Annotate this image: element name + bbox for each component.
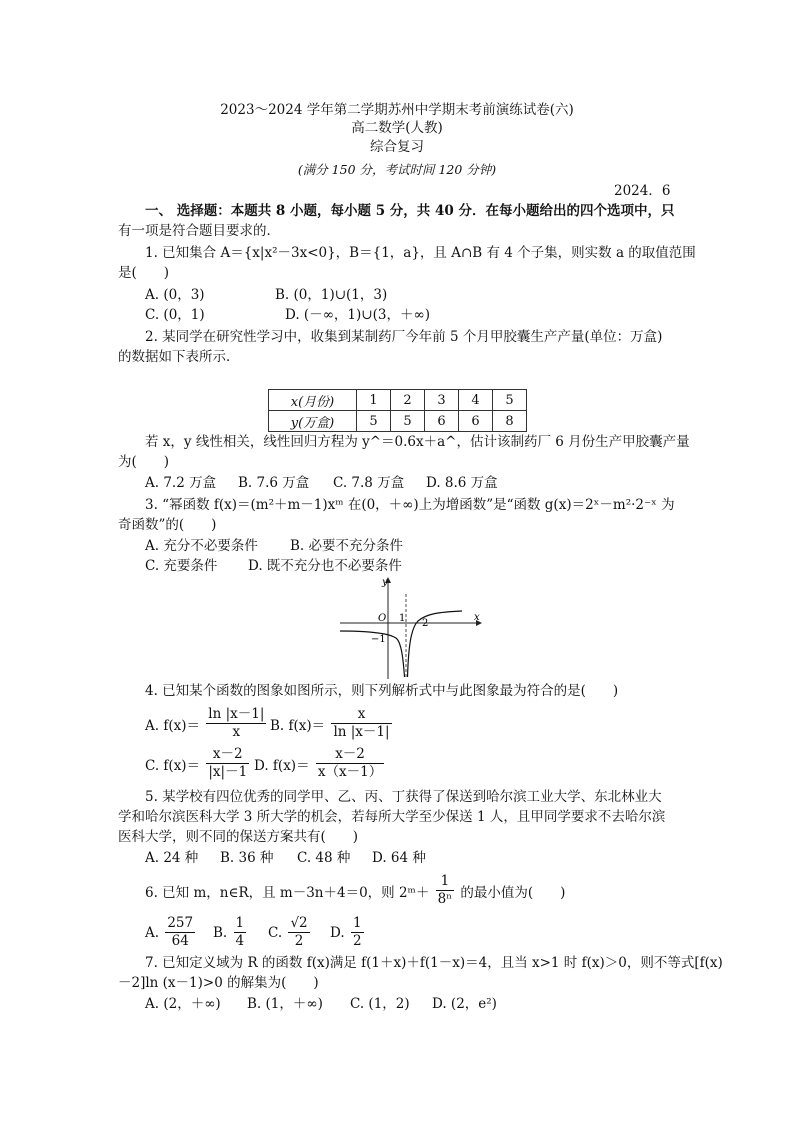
section1-line2: 有一项是符合题目要求的． <box>118 223 280 239</box>
fraction-denominator: x <box>232 724 241 740</box>
fraction-numerator: x－2 <box>316 746 384 764</box>
table-cell: 5 <box>391 411 425 432</box>
q1-option-b: B. (0，1)∪(1，3) <box>275 287 388 303</box>
q3-option-b: B. 必要不充分条件 <box>290 538 404 554</box>
q6-option-c-fraction <box>288 915 309 950</box>
q4-option-d-label: D. f(x)＝ <box>254 757 310 774</box>
q1-stem-line1: 1. 已知集合 A＝{x|x²－3x<0}，B＝{1，a}，且 A∩B 有 4 个子集，则实数 a 的取值范围 <box>145 245 696 261</box>
q6-stem-post: 的最小值为( ) <box>460 884 566 901</box>
q2-stem-line2: 的数据如下表所示． <box>118 349 240 365</box>
exam-note: (满分 150 分，考试时间 120 分钟) <box>297 162 497 177</box>
q1-option-c: C. (0，1) <box>145 307 205 323</box>
q3-option-d: D. 既不充分也不必要条件 <box>248 558 402 574</box>
q4-option-c <box>145 746 251 781</box>
q6-option-b <box>213 915 248 950</box>
fraction-numerator: 257 <box>167 915 194 931</box>
q6-option-d-label: D. <box>330 924 345 941</box>
q4-option-b <box>270 706 394 741</box>
table-cell: 1 <box>357 390 391 411</box>
table-cell: 5 <box>493 390 527 411</box>
exam-section: 综合复习 <box>370 139 424 155</box>
q4-option-d <box>254 746 386 781</box>
q6-stem <box>145 873 565 908</box>
q2-stem-line4: 为( ) <box>118 454 170 470</box>
q4-option-a-label: A. f(x)＝ <box>145 717 200 734</box>
q6-option-b-label: B. <box>213 924 228 941</box>
fraction-denominator: 2 <box>294 933 304 949</box>
fraction-denominator: 2 <box>352 933 362 949</box>
q4-option-b-fraction <box>331 706 391 741</box>
q4-option-c-fraction <box>206 746 249 781</box>
fraction-numerator: √2 <box>290 915 308 931</box>
q3-option-a: A. 充分不必要条件 <box>145 538 258 554</box>
section1-line1: 一、 选择题：本题共 8 小题，每小题 5 分，共 40 分．在每小题给出的四个选项中，只 <box>145 203 675 219</box>
q6-option-c-label: C. <box>268 924 283 941</box>
q6-option-b-fraction <box>234 915 247 950</box>
x-axis-label: x <box>474 612 480 623</box>
q2-stem-line1: 2. 某同学在研究性学习中，收集到某制药厂今年前 5 个月甲胶囊生产产量(单位：万盒) <box>145 329 663 345</box>
q4-option-d-fraction <box>316 746 384 781</box>
q3-option-c: C. 充要条件 <box>145 558 218 574</box>
curve-right-branch <box>408 611 463 677</box>
fraction-numerator: 1 <box>436 873 454 891</box>
fraction-denominator: |x|－1 <box>208 764 248 780</box>
y-axis-label: y <box>382 577 388 588</box>
q6-option-c <box>268 915 312 950</box>
q5-option-a: A. 24 种 <box>145 850 199 866</box>
q4-option-b-label: B. f(x)＝ <box>270 717 326 734</box>
table-cell: 4 <box>459 390 493 411</box>
exam-subtitle: 高二数学(人教) <box>351 120 443 136</box>
fraction-denominator: 8ⁿ <box>437 891 453 907</box>
q6-option-d-fraction <box>351 915 364 950</box>
q7-stem-line2: －2]ln (x－1)>0 的解集为( ) <box>118 975 319 991</box>
q2-stem-line3: 若 x，y 线性相关，线性回归方程为 y^＝0.6x＋a^，估计该制药厂 6 月份生产甲胶囊产量 <box>145 434 690 450</box>
fraction-denominator: x（x－1） <box>317 764 383 780</box>
q1-stem-line2: 是( ) <box>118 265 170 281</box>
fraction-denominator: 64 <box>171 933 189 949</box>
table-row <box>269 390 527 411</box>
q5-option-b: B. 36 种 <box>220 850 274 866</box>
fraction-numerator: 1 <box>352 915 362 931</box>
q6-stem-pre: 6. 已知 m，n∈R，且 m－3n＋4＝0，则 2ᵐ＋ <box>145 884 430 901</box>
fraction-numerator: x <box>331 706 391 724</box>
tick-label-1: 1 <box>399 613 406 624</box>
origin-label: O <box>378 613 387 624</box>
q7-option-c: C. (1，2) <box>350 996 410 1012</box>
q6-option-a-label: A. <box>145 924 160 941</box>
q1-option-d: D. (－∞，1)∪(3，＋∞) <box>285 307 430 323</box>
q7-option-b: B. (1，＋∞) <box>247 996 323 1012</box>
table-header-x: x(月份) <box>269 390 357 411</box>
exam-date: 2024．6 <box>614 183 671 199</box>
q2-option-c: C. 7.8 万盒 <box>333 475 405 491</box>
fraction-denominator: 4 <box>235 933 245 949</box>
table-header-y: y(万盒) <box>269 411 357 432</box>
fraction-denominator: ln |x－1| <box>333 724 390 740</box>
q4-stem-line1: 4. 已知某个函数的图象如图所示，则下列解析式中与此图象最为符合的是( ) <box>145 683 619 699</box>
q6-option-a-fraction <box>165 915 195 950</box>
q6-option-d <box>330 915 366 950</box>
table-row <box>269 411 527 432</box>
q4-option-a-fraction <box>206 706 266 741</box>
q4-function-graph <box>338 576 486 680</box>
fraction-numerator: x－2 <box>206 746 249 764</box>
table-cell: 8 <box>493 411 527 432</box>
q2-option-a: A. 7.2 万盒 <box>145 475 217 491</box>
q5-stem-line2: 学和哈尔滨医科大学 3 所大学的机会，若每所大学至少保送 1 人，且甲同学要求不去哈尔滨 <box>118 809 666 825</box>
q5-stem-line3: 医科大学，则不同的保送方案共有( ) <box>118 829 359 845</box>
q2-data-table <box>268 389 527 432</box>
q7-option-a: A. (2，＋∞) <box>145 996 221 1012</box>
q3-stem-line2: 奇函数”的( ) <box>118 517 217 533</box>
q7-option-d: D. (2，e²) <box>432 996 497 1012</box>
table-cell: 2 <box>391 390 425 411</box>
q2-option-b: B. 7.6 万盒 <box>238 475 310 491</box>
q3-stem-line1: 3. “幂函数 f(x)＝(m²＋m－1)xᵐ 在(0，＋∞)上为增函数”是“函数 g(x)＝2ˣ－m²·2⁻ˣ 为 <box>145 497 675 513</box>
q4-option-a <box>145 706 268 741</box>
fraction-numerator: ln |x－1| <box>208 706 265 722</box>
q2-option-d: D. 8.6 万盒 <box>426 475 498 491</box>
tick-label-2: 2 <box>422 618 429 629</box>
q6-option-a <box>145 915 197 950</box>
table-cell: 6 <box>425 411 459 432</box>
table-cell: 3 <box>425 390 459 411</box>
tick-label-neg1: −1 <box>371 634 386 645</box>
fraction-numerator: 1 <box>235 915 245 931</box>
q5-option-c: C. 48 种 <box>297 850 351 866</box>
exam-title: 2023～2024 学年第二学期苏州中学期末考前演练试卷(六) <box>220 102 574 118</box>
q5-stem-line1: 5. 某学校有四位优秀的同学甲、乙、丙、丁获得了保送到哈尔滨工业大学、东北林业大 <box>145 789 662 805</box>
q5-option-d: D. 64 种 <box>372 850 426 866</box>
q7-stem-line1: 7. 已知定义域为 R 的函数 f(x)满足 f(1＋x)＋f(1－x)＝4，且当 x>1 时 f(x)＞0，则不等式[f(x) <box>145 955 723 971</box>
q6-stem-fraction <box>436 873 454 908</box>
q4-option-c-label: C. f(x)＝ <box>145 757 201 774</box>
table-cell: 5 <box>357 411 391 432</box>
q1-option-a: A. (0，3) <box>145 287 205 303</box>
table-cell: 6 <box>459 411 493 432</box>
